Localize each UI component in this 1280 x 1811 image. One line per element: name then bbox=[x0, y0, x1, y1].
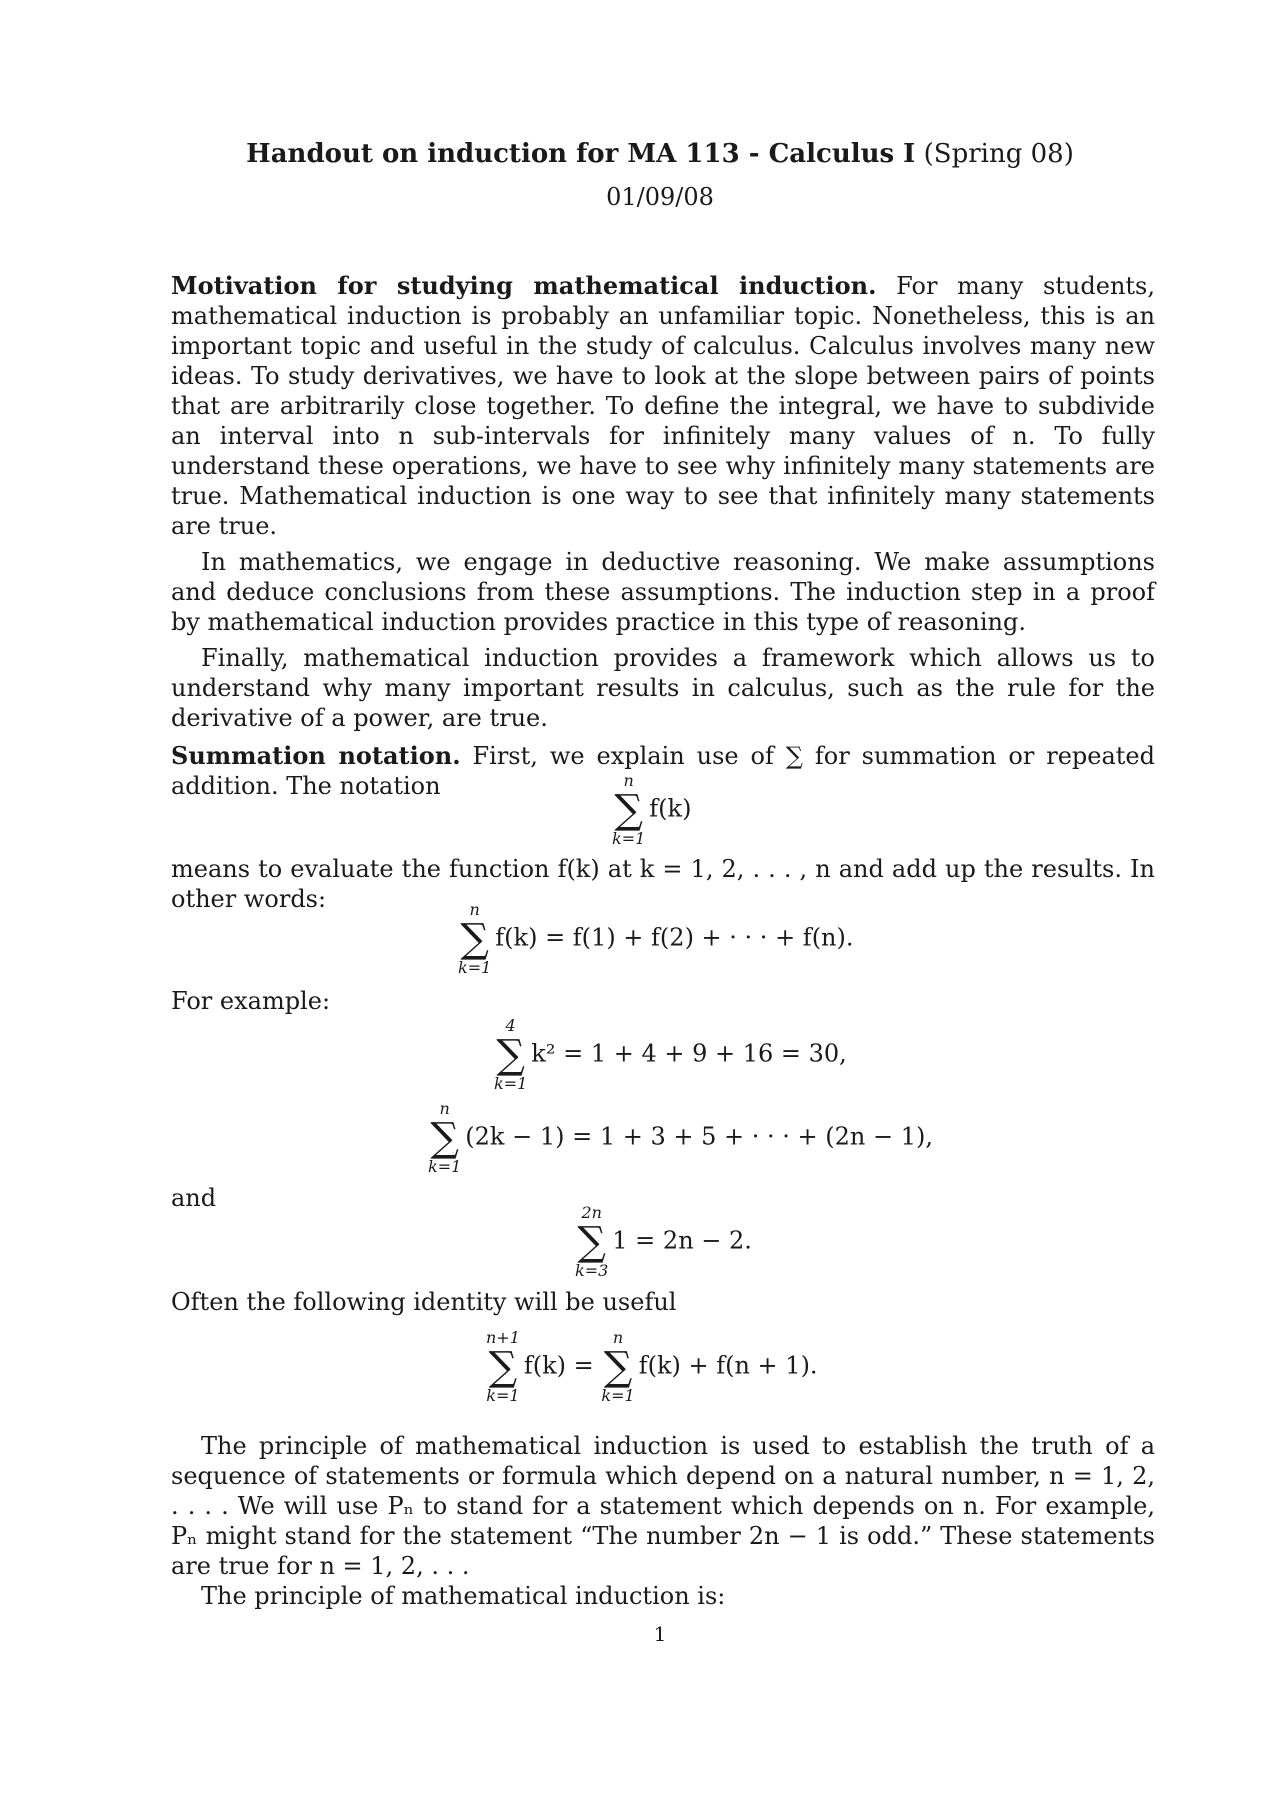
equation-constant: 2n ∑ k=3 1 = 2n − 2. bbox=[575, 1203, 752, 1280]
framework-paragraph: Finally, mathematical induction provides a framework which allows us to understand why many important results in calculus, such as the rule for the derivative of a power, are true. bbox=[171, 644, 1155, 732]
summation-intro: Summation notation. First, we explain use of ∑ for summation or repeated addition. The notation bbox=[171, 741, 1156, 800]
date: 01/09/08 bbox=[606, 183, 714, 211]
motivation-heading: Motivation for studying mathematical induction. bbox=[171, 271, 877, 300]
for-example-label: For example: bbox=[171, 987, 331, 1015]
page-number: 1 bbox=[653, 1622, 667, 1646]
equation-identity: n+1 ∑ k=1 f(k) = n ∑ k=1 f(k) + f(n + 1). bbox=[486, 1328, 818, 1405]
equation-notation: n ∑ k=1 f(k) bbox=[612, 771, 692, 848]
deductive-paragraph: In mathematics, we engage in deductive reasoning. We make assumptions and deduce conclusions from these assumptions. The induction step in a proof by mathematical induction provides practice in this type of reasoning. bbox=[171, 548, 1155, 636]
sigma-symbol: n+1 ∑ k=1 bbox=[486, 1328, 520, 1405]
sigma-symbol: n ∑ k=1 bbox=[428, 1099, 462, 1176]
sigma-symbol: n ∑ k=1 bbox=[601, 1328, 635, 1405]
sigma-symbol: 4 ∑ k=1 bbox=[494, 1016, 528, 1093]
and-label: and bbox=[171, 1184, 217, 1212]
sigma-symbol: 2n ∑ k=3 bbox=[575, 1203, 609, 1280]
sigma-symbol: n ∑ k=1 bbox=[458, 900, 492, 977]
means-paragraph: means to evaluate the function f(k) at k = 1, 2, . . . , n and add up the results. In other words: bbox=[171, 855, 1155, 913]
principle-intro: The principle of mathematical induction is: bbox=[201, 1582, 726, 1610]
motivation-section bbox=[171, 271, 1155, 801]
motivation-paragraph: Motivation for studying mathematical induction. For many students, mathematical induction is probably an unfamiliar topic. Nonetheless, this is an important topic and useful in the study of calculus. Calculus involves many new ideas. To study derivatives, we have to look at the slope between pairs of points that are arbitrarily close together. To define the integral, we have to subdivide an interval into n sub-intervals for infinitely many values of n. To fully understand these operations, we have to see why infinitely many statements are true. Mathematical induction is one way to see that infinitely many statements are true. bbox=[171, 271, 1156, 540]
often-label: Often the following identity will be useful bbox=[171, 1288, 677, 1316]
principle-paragraph: The principle of mathematical induction is used to establish the truth of a sequence of statements or formula which depend on a natural number, n = 1, 2, . . . . We will use Pₙ to stand for a statement which depends on n. For example, Pₙ might stand for the statement “The number 2n − 1 is odd.” These statements are true for n = 1, 2, . . . bbox=[171, 1432, 1155, 1580]
equation-expansion: n ∑ k=1 f(k) = f(1) + f(2) + · · · + f(n). bbox=[458, 900, 854, 977]
sigma-symbol: n ∑ k=1 bbox=[612, 771, 646, 848]
page-title: Handout on induction for MA 113 - Calculus I (Spring 08) bbox=[246, 139, 1074, 169]
equation-squares: 4 ∑ k=1 k² = 1 + 4 + 9 + 16 = 30, bbox=[494, 1016, 847, 1093]
equation-odds: n ∑ k=1 (2k − 1) = 1 + 3 + 5 + · · · + (2n − 1), bbox=[428, 1099, 933, 1176]
title-block bbox=[0, 138, 1280, 211]
summation-heading: Summation notation. bbox=[171, 741, 461, 770]
principle-section bbox=[171, 1431, 1155, 1611]
